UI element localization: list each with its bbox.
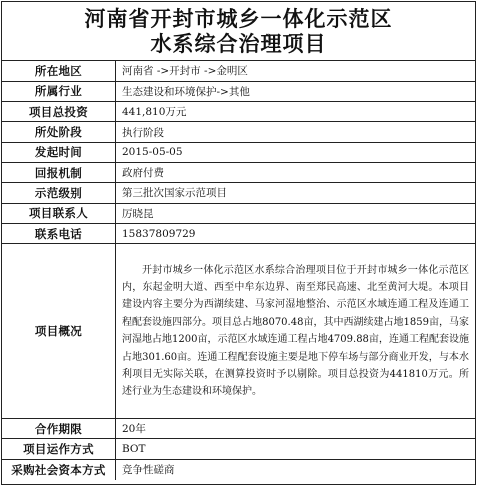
value-contact-person: 厉晓昆 — [116, 203, 476, 223]
project-info-sheet — [1, 1, 476, 485]
title-line-2: 水系综合治理项目 — [150, 31, 327, 56]
row-contact-phone — [2, 223, 475, 243]
label-investment: 项目总投资 — [2, 102, 116, 122]
value-investment: 441,810万元 — [116, 102, 476, 122]
label-industry: 所属行业 — [2, 81, 116, 101]
row-investment — [2, 102, 475, 122]
row-demo-level — [2, 183, 475, 203]
label-return-mechanism: 回报机制 — [2, 162, 116, 182]
row-industry — [2, 81, 475, 101]
value-contact-phone: 15837809729 — [116, 223, 476, 243]
label-cooperation-period: 合作期限 — [2, 419, 116, 439]
value-industry: 生态建设和环境保护->其他 — [116, 81, 476, 101]
project-info-table — [2, 61, 475, 480]
row-operation-mode — [2, 439, 475, 459]
label-operation-mode: 项目运作方式 — [2, 439, 116, 459]
row-start-date — [2, 142, 475, 162]
label-demo-level: 示范级别 — [2, 183, 116, 203]
row-contact-person — [2, 203, 475, 223]
value-start-date: 2015-05-05 — [116, 142, 476, 162]
row-return-mechanism — [2, 162, 475, 182]
row-procurement-method — [2, 459, 475, 479]
label-contact-phone: 联系电话 — [2, 223, 116, 243]
value-overview: 开封市城乡一体化示范区水系综合治理项目位于开封市城乡一体化示范区内，东起金明大道、西至中牟东边界、南至郑民高速、北至黄河大堤。本项目建设内容主要分为西湖续建、马家河湿地整治、示范区水域连通工程及连通工程配套设施四部分。项目总占地8070.48亩，其中西湖续建占地1859亩，马家河湿地占地1200亩，示范区水域连通工程占地4709.88亩，连通工程配套设施占地301.60亩。连通工程配套设施主要是地下停车场与部分商业开发，与本水利项目无实际关联，在测算投资时予以剔除。项目总投资为441810万元。所述行业为生态建设和环境保护。 — [116, 244, 476, 419]
value-stage: 执行阶段 — [116, 122, 476, 142]
row-stage — [2, 122, 475, 142]
label-overview: 项目概况 — [2, 244, 116, 419]
label-contact-person: 项目联系人 — [2, 203, 116, 223]
label-procurement-method: 采购社会资本方式 — [2, 459, 116, 479]
row-overview — [2, 244, 475, 419]
label-start-date: 发起时间 — [2, 142, 116, 162]
title-line-1: 河南省开封市城乡一体化示范区 — [84, 6, 393, 31]
value-procurement-method: 竞争性磋商 — [122, 464, 175, 477]
document-title — [2, 2, 475, 61]
row-region — [2, 61, 475, 81]
value-operation-mode: BOT — [116, 439, 476, 459]
value-return-mechanism: 政府付费 — [116, 162, 476, 182]
value-demo-level: 第三批次国家示范项目 — [116, 183, 476, 203]
value-region: 河南省 ->开封市 ->金明区 — [116, 61, 476, 81]
label-region: 所在地区 — [2, 61, 116, 81]
row-cooperation-period — [2, 419, 475, 439]
value-cooperation-period: 20年 — [116, 419, 476, 439]
label-stage: 所处阶段 — [2, 122, 116, 142]
